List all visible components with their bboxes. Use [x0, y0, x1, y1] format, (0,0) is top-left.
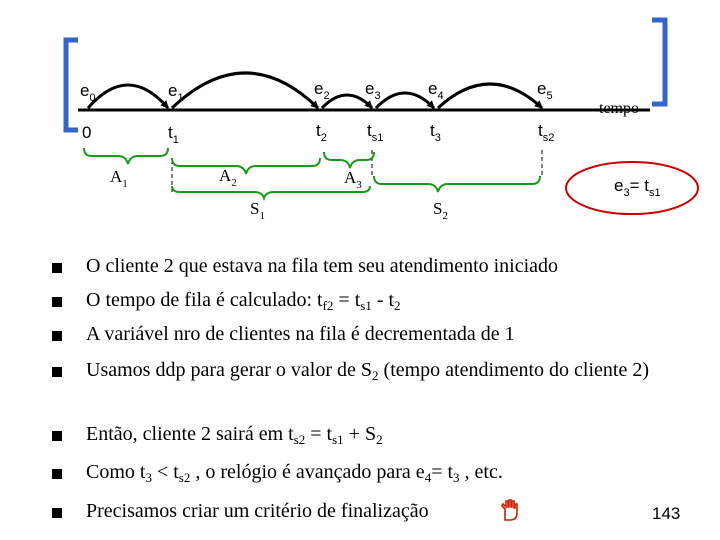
bullet-item: [52, 460, 503, 486]
bullet-subscript: 2: [376, 432, 383, 447]
bullet-text-run: O tempo de fila é calculado: t: [86, 289, 323, 311]
arc-e3-e4: [376, 93, 434, 108]
time-label: $t_3$: [430, 121, 441, 144]
arc-e0-e1: [88, 85, 168, 108]
bullet-item: [52, 254, 558, 278]
bullet-subscript: 2: [394, 298, 401, 313]
arc-e4-e5: [438, 84, 542, 108]
bullet-text: [86, 254, 558, 278]
time-label: $t_1$: [168, 123, 179, 146]
time-label: $t_2$: [316, 121, 327, 144]
event-label: $e_3$: [365, 79, 381, 102]
time-label: $t_{s1}$: [367, 121, 384, 144]
bullet-subscript: 3: [453, 470, 460, 485]
arc-e1-e2: [172, 73, 318, 108]
bullet-subscript: s2: [178, 470, 191, 485]
right-bracket: [652, 20, 665, 104]
bullet-marker: [52, 469, 62, 479]
event-label: $e_2$: [314, 79, 330, 102]
event-label: $e_4$: [428, 79, 444, 102]
bullet-text-run: O cliente 2 que estava na fila tem seu atendimento iniciado: [86, 255, 559, 277]
note-text: $e_3= t_{s1}$: [614, 176, 661, 199]
arrival-label: $A_1$: [110, 167, 128, 190]
bullet-marker: [52, 331, 62, 341]
bullet-text-run: , etc.: [459, 461, 503, 483]
bullet-subscript: 3: [145, 470, 152, 485]
bullet-text-run: Precisamos criar um critério de finalização: [86, 500, 429, 522]
bullet-subscript: s2: [293, 432, 306, 447]
bullet-text-run: Usamos ddp para gerar o valor de S: [86, 359, 373, 381]
bullet-text: [86, 288, 401, 314]
service-label: $S_2$: [433, 199, 448, 222]
bullet-text-run: (tempo atendimento do cliente 2): [378, 359, 649, 381]
time-label: 0: [82, 123, 92, 142]
bullet-subscript: s1: [332, 432, 344, 447]
bullet-text-run: = t: [305, 423, 333, 445]
axis-label: tempo: [599, 100, 639, 117]
bullet-text: [86, 460, 503, 486]
brace-S2: [374, 176, 540, 192]
bullet-text-run: = t: [333, 289, 361, 311]
bullet-text-run: Como t: [86, 461, 146, 483]
bullet-marker: [52, 263, 62, 273]
brace-A1: [84, 148, 168, 164]
bullet-text: [86, 322, 515, 346]
time-label: $t_{s2}$: [538, 121, 555, 144]
arrival-label: $A_3$: [344, 168, 362, 191]
hand-stop-icon: [498, 499, 522, 521]
bullet-subscript: f2: [322, 298, 334, 313]
bullet-text-run: , o relógio é avançado para e: [190, 461, 425, 483]
event-label: $e_1$: [168, 81, 184, 104]
bullet-text-run: + S: [343, 423, 377, 445]
service-label: $S_1$: [250, 199, 265, 222]
bullet-subscript: 2: [372, 368, 379, 383]
event-label: $e_0$: [80, 81, 96, 104]
bullet-marker: [52, 431, 62, 441]
event-label: $e_5$: [537, 79, 553, 102]
bullet-text-run: A variável nro de clientes na fila é decrementada de 1: [86, 323, 515, 345]
bullet-text-run: - t: [371, 289, 395, 311]
bullet-marker: [52, 508, 62, 518]
arrival-label: $A_2$: [219, 166, 237, 189]
brace-A3: [324, 152, 374, 168]
bullet-item: [52, 288, 401, 314]
brace-S1: [172, 186, 370, 198]
bullet-text-run: = t: [431, 461, 454, 483]
page-number: 143: [652, 504, 681, 523]
bullet-text-run: < t: [151, 461, 179, 483]
bullet-item: [52, 422, 383, 448]
bullet-item: [52, 322, 515, 346]
left-bracket: [66, 40, 78, 130]
bullet-item: [52, 499, 429, 523]
bullet-subscript: s1: [360, 298, 372, 313]
bullet-text: [86, 422, 383, 448]
bullet-marker: [52, 297, 62, 307]
bullet-text: [86, 499, 429, 523]
brace-A2: [172, 158, 320, 174]
bullet-text: [86, 358, 672, 384]
bullet-item: [52, 358, 672, 384]
bullet-subscript: 4: [424, 470, 432, 485]
bullet-text-run: Então, cliente 2 sairá em t: [86, 423, 294, 445]
bullet-marker: [52, 367, 62, 377]
